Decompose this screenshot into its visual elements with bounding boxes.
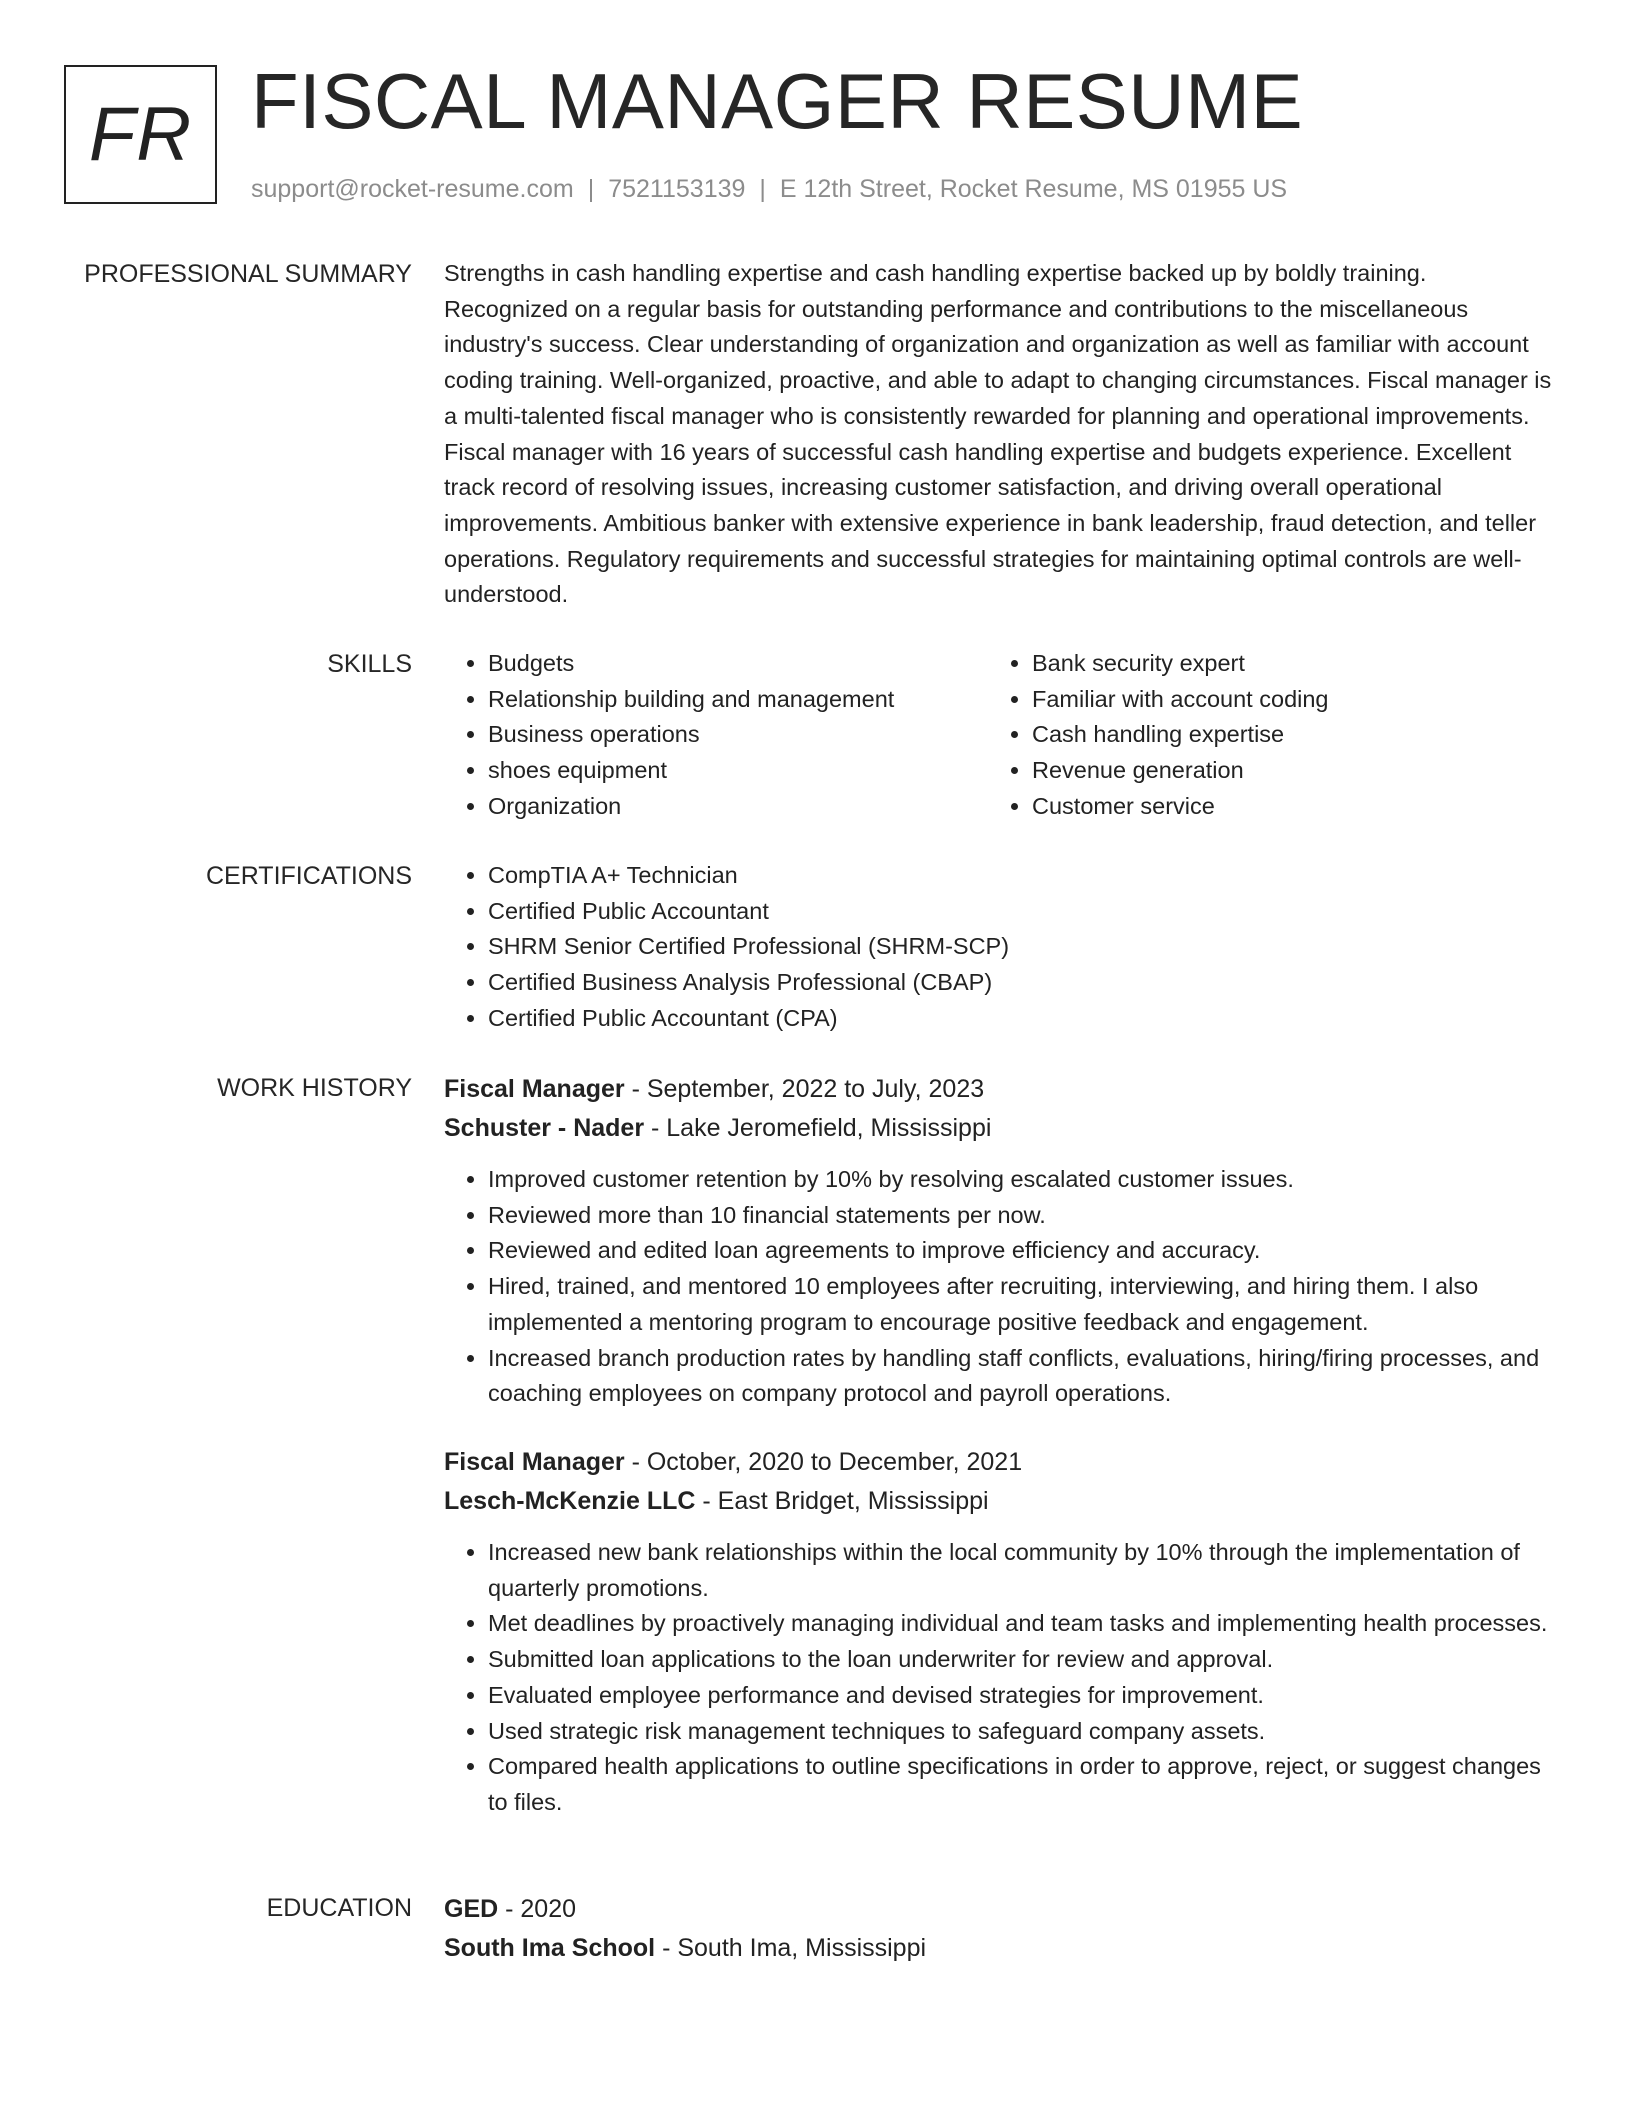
contact-separator: | — [587, 175, 595, 203]
skill-item: • Relationship building and management — [488, 682, 988, 718]
certifications-body — [444, 858, 1556, 1037]
job-title-line — [444, 1443, 1556, 1482]
contact-line — [251, 171, 1287, 207]
skills-columns — [444, 646, 1556, 825]
education-degree-line — [444, 1890, 1556, 1929]
job-company-line — [444, 1482, 1556, 1521]
education-location: - South Ima, Mississippi — [655, 1934, 927, 1962]
contact-separator: | — [759, 175, 766, 203]
certification-item: • Certified Public Accountant (CPA) — [488, 1001, 1556, 1037]
section-title-skills: SKILLS — [327, 650, 412, 678]
section-title-work-history: WORK HISTORY — [217, 1074, 412, 1102]
resume-title: FISCAL MANAGER RESUME — [251, 57, 1304, 145]
job-company-line — [444, 1109, 1556, 1148]
skill-item: • shoes equipment — [488, 753, 988, 789]
job-duty-item: • Improved customer retention by 10% by resolving escalated customer issues. — [488, 1162, 1556, 1198]
certification-item: • CompTIA A+ Technician — [488, 858, 1556, 894]
job-entry — [444, 1443, 1556, 1821]
job-duty-item: • Reviewed and edited loan agreements to improve efficiency and accuracy. — [488, 1233, 1556, 1269]
job-duty-item: • Compared health applications to outline specifications in order to approve, reject, or suggest changes to files. — [488, 1749, 1556, 1820]
job-dates: - October, 2020 to December, 2021 — [624, 1448, 1023, 1476]
job-role: Fiscal Manager — [444, 1075, 625, 1103]
summary-body — [444, 256, 1556, 613]
skill-item: • Revenue generation — [1032, 753, 1532, 789]
skill-item: • Budgets — [488, 646, 988, 682]
education-body — [444, 1890, 1556, 1968]
job-company: Lesch-McKenzie LLC — [444, 1487, 696, 1515]
education-school-line — [444, 1929, 1556, 1968]
job-role: Fiscal Manager — [444, 1448, 625, 1476]
summary-text: Strengths in cash handling expertise and cash handling expertise backed up by boldly training. Recognized on a regular basis for outstanding performance and contributions to the miscellaneous industry's success. Clear understanding of organization and organization as well as familiar with account coding training. Well-organized, proactive, and able to adapt to changing circumstances. Fiscal manager is a multi-talented fiscal manager who is consistently rewarded for planning and operational improvements. Fiscal manager with 16 years of successful cash handling expertise and budgets experience. Excellent track record of resolving issues, increasing customer satisfaction, and driving overall operational improvements. Ambitious banker with extensive experience in bank leadership, fraud detection, and teller operations. Regulatory requirements and successful strategies for maintaining optimal controls are well-understood. — [444, 260, 1552, 608]
education-year: - 2020 — [498, 1895, 577, 1923]
job-dates: - September, 2022 to July, 2023 — [624, 1075, 985, 1103]
job-location: - Lake Jeromefield, Mississippi — [644, 1114, 992, 1142]
contact-address: E 12th Street, Rocket Resume, MS 01955 US — [779, 175, 1288, 203]
skills-list-left — [444, 646, 988, 825]
job-duty-item: • Increased branch production rates by handling staff conflicts, evaluations, hiring/firing processes, and coaching employees on company protocol and payroll operations. — [488, 1341, 1556, 1412]
job-duty-item: • Hired, trained, and mentored 10 employees after recruiting, interviewing, and hiring them. I also implemented a mentoring program to encourage positive feedback and engagement. — [488, 1269, 1556, 1340]
job-title-line — [444, 1070, 1556, 1109]
education-degree: GED — [444, 1895, 499, 1923]
job-duty-item: • Reviewed more than 10 financial statements per now. — [488, 1198, 1556, 1234]
skill-item: • Organization — [488, 789, 988, 825]
job-duty-item: • Met deadlines by proactively managing individual and team tasks and implementing health processes. — [488, 1606, 1556, 1642]
section-title-education: EDUCATION — [266, 1894, 412, 1922]
certification-item: • SHRM Senior Certified Professional (SHRM-SCP) — [488, 929, 1556, 965]
skills-list-right — [988, 646, 1532, 825]
job-duty-item: • Used strategic risk management techniques to safeguard company assets. — [488, 1714, 1556, 1750]
skill-item: • Bank security expert — [1032, 646, 1532, 682]
skill-item: • Familiar with account coding — [1032, 682, 1532, 718]
skills-body — [444, 646, 1556, 825]
certification-item: • Certified Public Accountant — [488, 894, 1556, 930]
job-company: Schuster - Nader — [444, 1114, 645, 1142]
education-school: South Ima School — [444, 1934, 656, 1962]
work-history-body-2 — [444, 1443, 1556, 1821]
job-duties-list — [444, 1535, 1556, 1821]
job-entry — [444, 1070, 1556, 1412]
skill-item: • Business operations — [488, 717, 988, 753]
job-duty-item: • Submitted loan applications to the loan underwriter for review and approval. — [488, 1642, 1556, 1678]
certification-item: • Certified Business Analysis Professional (CBAP) — [488, 965, 1556, 1001]
certifications-list — [444, 858, 1556, 1037]
job-location: - East Bridget, Mississippi — [695, 1487, 989, 1515]
contact-phone[interactable]: 7521153139 — [608, 175, 746, 203]
job-duties-list — [444, 1162, 1556, 1412]
monogram-logo: FR — [64, 65, 217, 204]
work-history-body — [444, 1070, 1556, 1412]
job-duty-item: • Increased new bank relationships within the local community by 10% through the implementation of quarterly promotions. — [488, 1535, 1556, 1606]
contact-email[interactable]: support@rocket-resume.com — [251, 175, 574, 203]
section-title-summary: PROFESSIONAL SUMMARY — [84, 260, 412, 288]
skill-item: • Cash handling expertise — [1032, 717, 1532, 753]
job-duty-item: • Evaluated employee performance and devised strategies for improvement. — [488, 1678, 1556, 1714]
skill-item: • Customer service — [1032, 789, 1532, 825]
section-title-certifications: CERTIFICATIONS — [205, 862, 412, 890]
